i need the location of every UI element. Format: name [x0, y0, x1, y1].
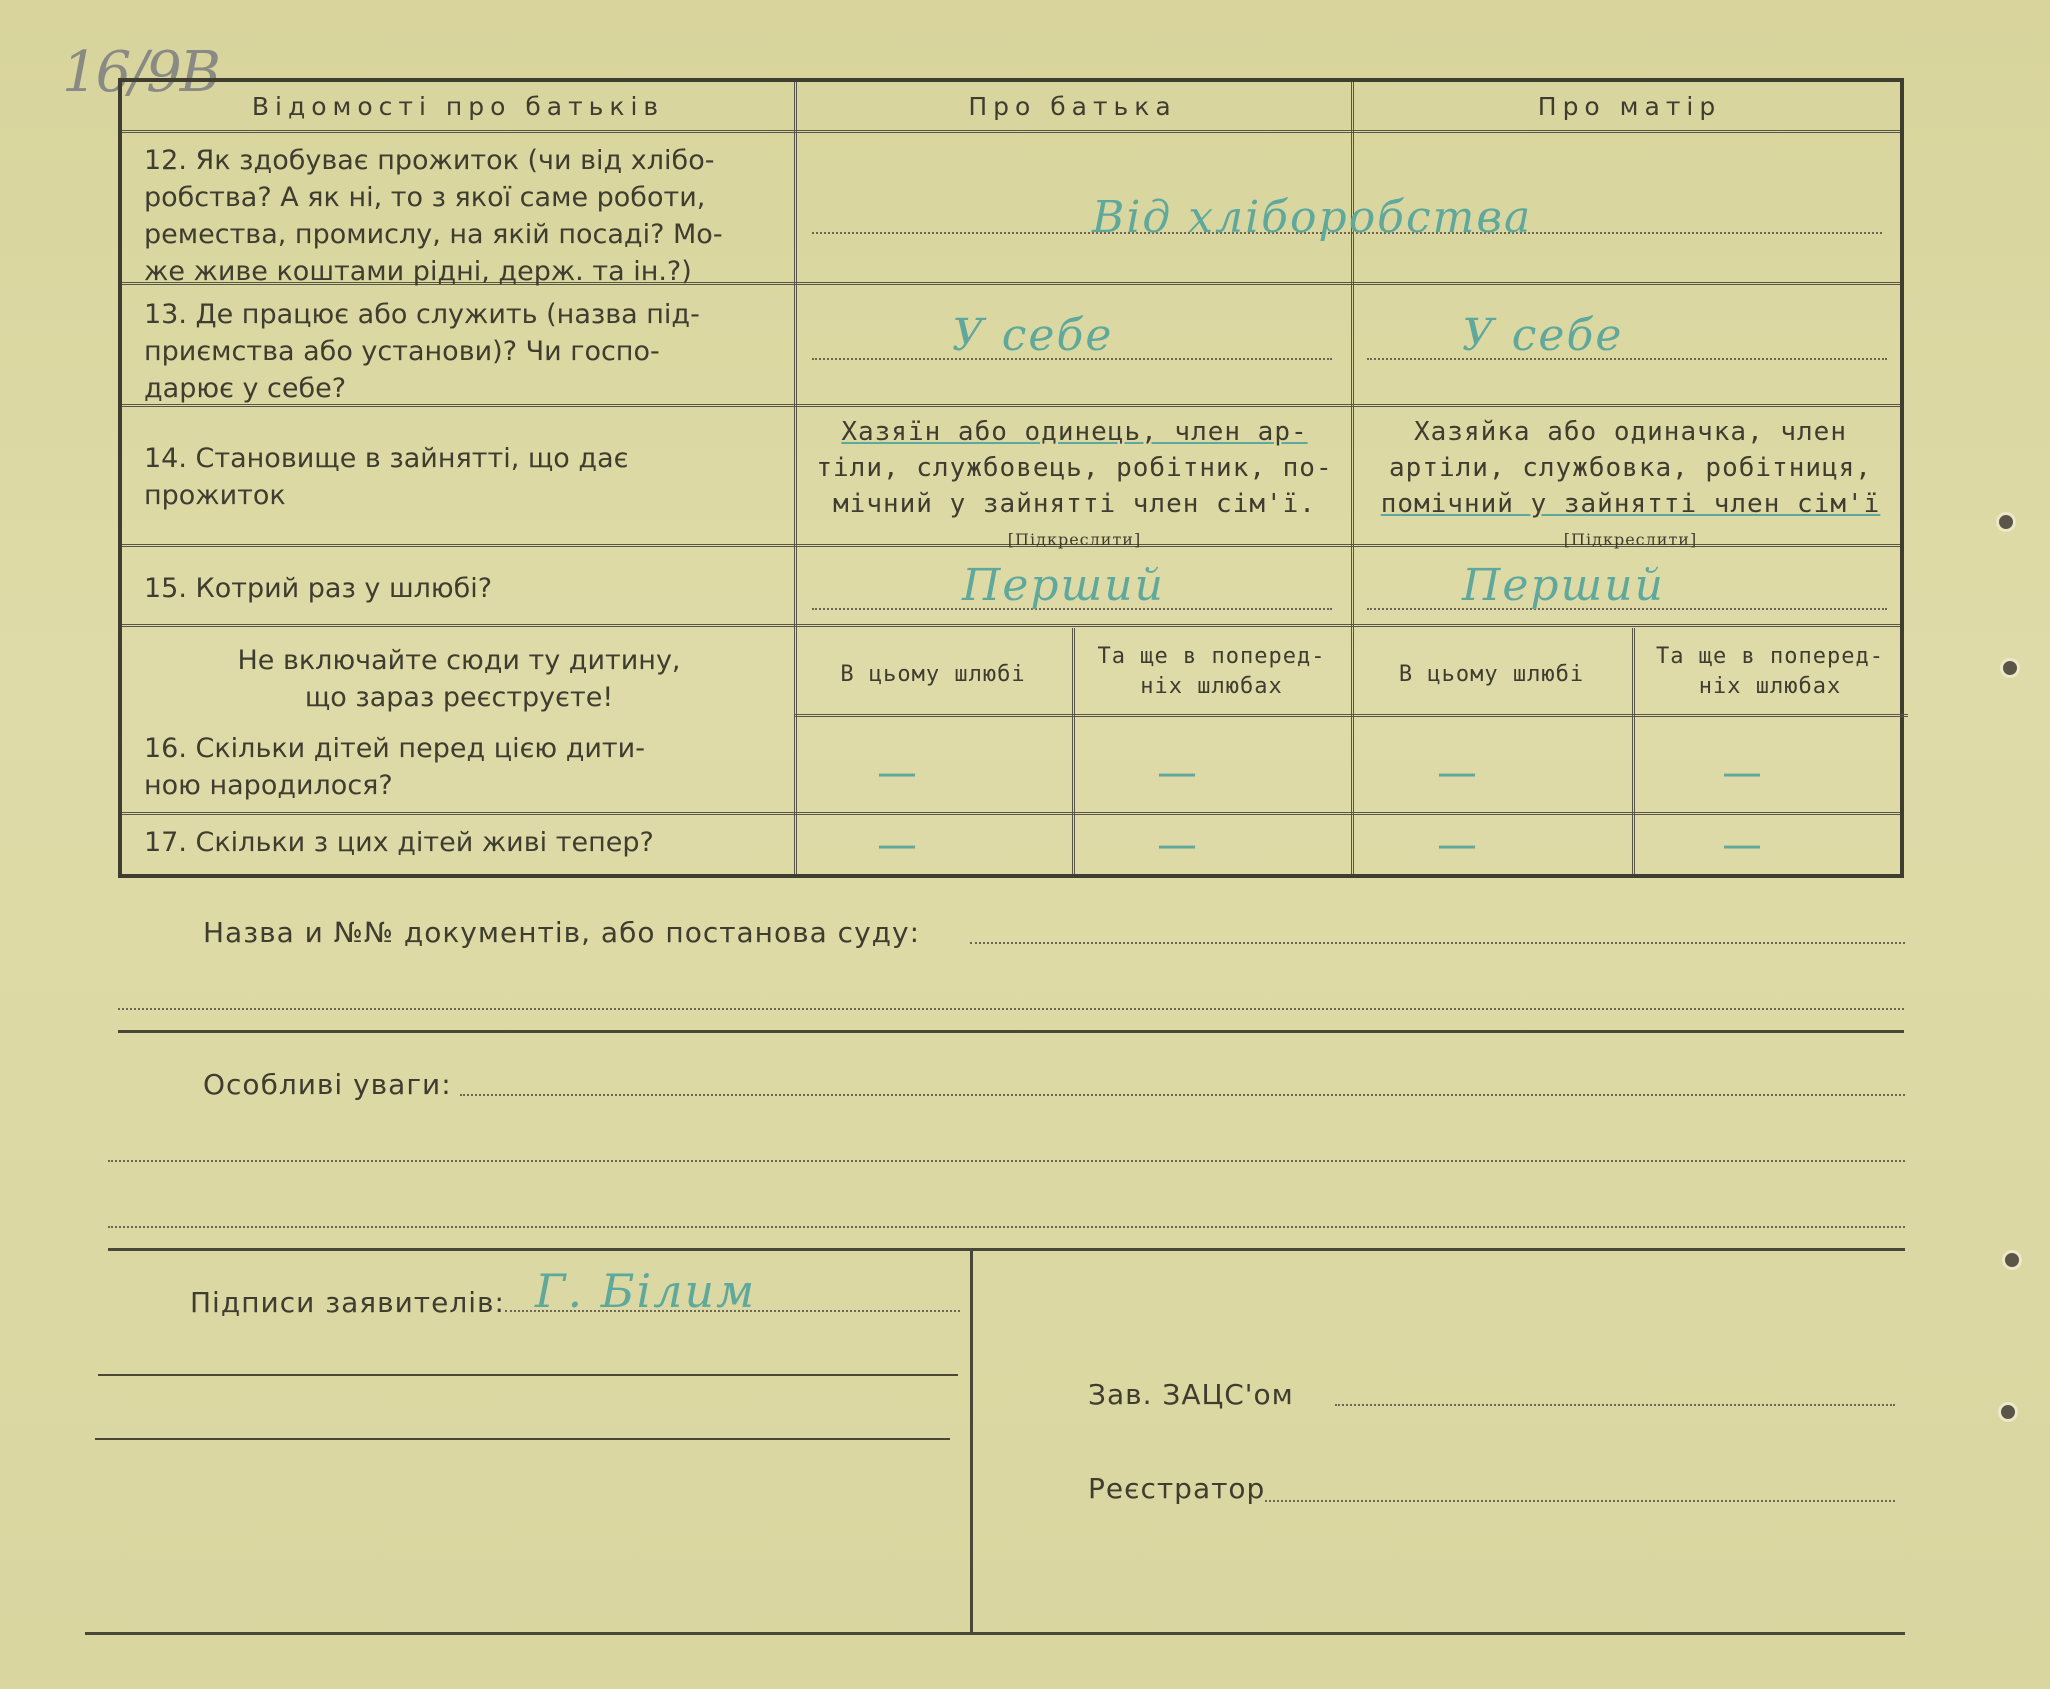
- answer-13-mother-handwritten: У себе: [1462, 310, 1624, 361]
- remarks-line: [460, 1094, 1905, 1096]
- q16-father-prev-value: —: [1157, 750, 1197, 796]
- registrar-line: [1265, 1500, 1895, 1502]
- corner-archive-number: 16/9B: [62, 40, 219, 105]
- binding-hole: [1996, 512, 2016, 532]
- father-occupation-options: Хазяїн або одинець, член ар- тіли, службовець, робітник, по- мічний у зайнятті член сім'ї. [Підкреслити]: [802, 414, 1347, 558]
- q16-father-this-value: —: [877, 750, 917, 796]
- answer-13-father-handwritten: У себе: [952, 310, 1114, 361]
- q16-mother-this-value: —: [1437, 750, 1477, 796]
- binding-hole: [2000, 658, 2020, 678]
- mother-occupation-options: Хазяйка або одиначка, член артіли, службовка, робітниця, помічний у зайнятті член сім'ї [Підкреслити]: [1358, 414, 1903, 558]
- q16-mother-prev-value: —: [1722, 750, 1762, 796]
- exclude-current-child-note: Не включайте сюди ту дитину, що зараз реєструєте!: [237, 645, 681, 713]
- applicant-signature-handwritten: Г. Білим: [535, 1264, 757, 1318]
- father-this-marriage-header: В цьому шлюбі: [840, 662, 1026, 687]
- q17-father-prev-value: —: [1157, 822, 1197, 868]
- binding-hole: [2002, 1250, 2022, 1270]
- answer-line: [1367, 358, 1887, 360]
- page-bottom-rule: [85, 1632, 1905, 1635]
- table-column-divider: [794, 82, 797, 874]
- registrar-label: Реєстратор: [1088, 1472, 1266, 1505]
- question-13-label: 13. Де працює або служить (назва під- приємства або установи)? Чи госпо- дарює у себе?: [144, 299, 700, 404]
- underline-instruction: [Підкреслити]: [1563, 530, 1698, 549]
- question-16-label: 16. Скільки дітей перед цією дити- ною народилося?: [144, 733, 645, 801]
- table-row-divider: [122, 130, 1900, 133]
- header-father: Про батька: [968, 92, 1177, 121]
- signature-line: [95, 1438, 950, 1440]
- remarks-line: [108, 1160, 1905, 1162]
- documents-line: [970, 942, 1905, 944]
- question-17-label: 17. Скільки з цих дітей живі тепер?: [144, 827, 654, 858]
- q17-father-this-value: —: [877, 822, 917, 868]
- table-row-divider: [122, 624, 1900, 627]
- header-parents-info: Відомості про батьків: [251, 92, 665, 121]
- binding-hole: [1998, 1402, 2018, 1422]
- table-row-divider: [794, 714, 1908, 717]
- mother-previous-marriages-header: Та ще в поперед- ніх шлюбах: [1656, 644, 1884, 699]
- answer-15-father-handwritten: Перший: [962, 560, 1165, 611]
- documents-label: Назва и №№ документів, або постанова суду:: [203, 916, 921, 949]
- signature-line: [98, 1374, 958, 1376]
- signature-line: [505, 1310, 960, 1312]
- documents-line: [118, 1008, 1904, 1010]
- section-divider: [108, 1248, 1905, 1251]
- remarks-label: Особливі уваги:: [203, 1068, 452, 1101]
- question-12-label: 12. Як здобуває прожиток (чи від хлібо- робства? А як ні, то з якої саме роботи, ремества, промислу, на якій посаді? Мо- же живе коштами рідні, держ. та ін.?): [144, 145, 723, 287]
- father-previous-marriages-header: Та ще в поперед- ніх шлюбах: [1097, 644, 1326, 699]
- underline-instruction: [Підкреслити]: [1007, 530, 1142, 549]
- section-divider: [118, 1030, 1904, 1033]
- answer-15-mother-handwritten: Перший: [1462, 560, 1665, 611]
- zags-head-line: [1335, 1404, 1895, 1406]
- table-row-divider: [122, 812, 1900, 815]
- mother-this-marriage-header: В цьому шлюбі: [1398, 662, 1585, 687]
- answer-12-handwritten: Від хліборобства: [1092, 192, 1533, 243]
- parents-info-table: [118, 78, 1904, 878]
- question-15-label: 15. Котрий раз у шлюбі?: [144, 573, 493, 604]
- signature-column-divider: [970, 1250, 973, 1632]
- question-14-label: 14. Становище в зайнятті, що дає прожиток: [144, 443, 629, 511]
- remarks-line: [108, 1226, 1905, 1228]
- header-mother: Про матір: [1537, 92, 1722, 121]
- applicants-signature-label: Підписи заявителів:: [190, 1286, 505, 1319]
- q17-mother-this-value: —: [1437, 822, 1477, 868]
- q17-mother-prev-value: —: [1722, 822, 1762, 868]
- zags-head-label: Зав. ЗАЦС'ом: [1088, 1378, 1294, 1411]
